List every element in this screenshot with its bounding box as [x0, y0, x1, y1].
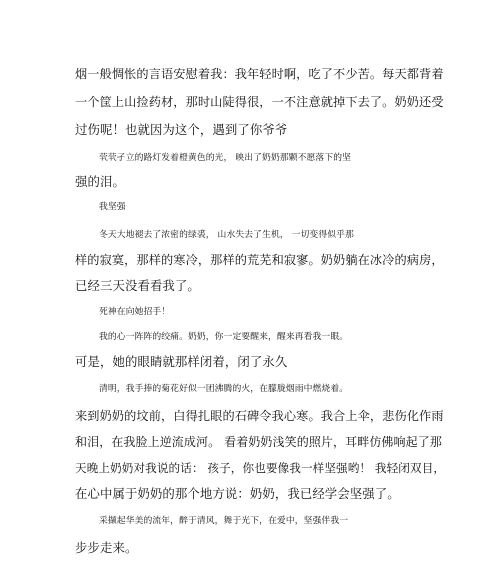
text-line: 采撷起华美的流年，醉于清风，舞于光下，在爱中，坚强伴我一 — [99, 516, 349, 526]
text-line: 可是，她的眼睛就那样闭着，闭了永久 — [75, 354, 288, 369]
text-line: 已经三天没看看我了。 — [75, 278, 200, 293]
text-line: 茕茕孑立的路灯发着橙黄色的光， 映出了奶奶那颗不愿落下的坚 — [99, 153, 352, 163]
text-line: 天晚上奶奶对我说的话： 孩子，你也要像我一样坚强哟！ 我轻闭双目， — [75, 461, 446, 475]
text-line: 和泪，在我脸上逆流成河。 看着奶奶浅笑的照片，耳畔仿佛响起了那 — [75, 435, 442, 449]
text-line: 样的寂寞，那样的寒冷，那样的荒芜和寂寥。奶奶躺在冰冷的病房， — [75, 253, 444, 267]
text-line: 来到奶奶的坟前，白得扎眼的石碑令我心寒。我合上伞，悲伤化作雨 — [75, 409, 444, 423]
text-line: 死神在向她招手！ — [99, 307, 171, 317]
text-line: 在心中属于奶奶的那个地方说：奶奶，我已经学会坚强了。 — [75, 486, 400, 501]
text-line: 我的心一阵阵的绞痛。奶奶，你一定要醒来，醒来再看我一眼。 — [99, 332, 349, 342]
text-line: 冬天大地褪去了浓密的绿裘， 山水失去了生机， 一切变得似乎那 — [99, 230, 354, 240]
text-line: 我坚强 — [99, 202, 126, 212]
text-line: 烟一般惆怅的言语安慰着我：我年轻时啊，吃了不少苦。每天都背着 — [75, 67, 444, 81]
text-line: 步步走来。 — [75, 540, 138, 555]
text-line: 清明，我手捧的菊花好似一团沸腾的火，在朦胧烟雨中燃烧着。 — [99, 384, 349, 394]
text-line: 强的泪。 — [75, 174, 125, 189]
text-line: 一个筐上山捡药材，那时山陡得很，一不注意就掉下去了。奶奶还受 — [75, 95, 444, 109]
text-line: 过伤呢！也就因为这个，遇到了你爷爷 — [75, 122, 288, 137]
